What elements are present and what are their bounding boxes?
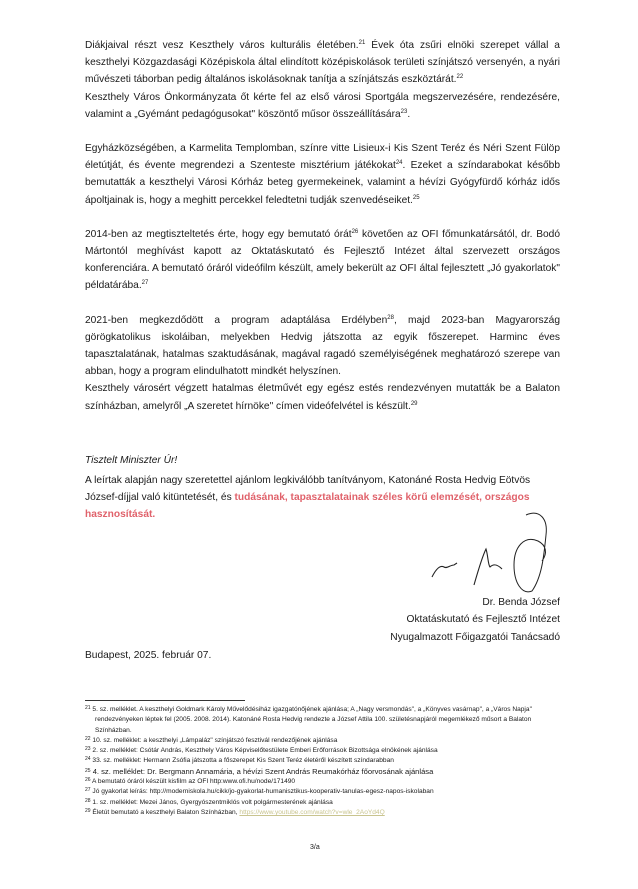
- signer-block: [390, 594, 560, 646]
- signer-title: Nyugalmazott Főigazgatói Tanácsadó: [390, 631, 560, 643]
- footnote-ref-23[interactable]: 23: [400, 108, 408, 115]
- body-section-1: [85, 37, 560, 415]
- footnote-ref-25[interactable]: 25: [412, 194, 420, 201]
- footnote-29: $^{29}$ Életút bemutató a keszthelyi Balaton Színházban, https://www.youtube.com/watch?v=wle_2AoYd4Q: [85, 807, 385, 816]
- footnote-26: $^{26}$ A bemutató óráról készült kisfilm az OFI http:www.ofi.hu/node/171490: [85, 777, 296, 786]
- paragraph-2014: 2014-ben az megtiszteltetés érte, hogy egy bemutató órát$^{26}$ követően az OFI főmunkatársától, dr. Bodó Mártontól meghívást kapott az Oktatáskutató és Fejlesztő Intézet által szervezett országos konferenciára. A bemutató óráról videófilm készült, amely bekerült az OFI által fejlesztett „Jó gyakorlatok" példatárába.$^{27}$: [85, 228, 560, 292]
- highlighted-text: tudásának, tapasztalatainak széles körű elemzését, országos hasznosítását.: [85, 492, 530, 521]
- paragraph-2021: 2021-ben megkezdődött a program adaptálása Erdélyben$^{28}$, majd 2023-ban Magyarország görögkatolikus iskoláiban, melyekben Hedvig játszotta az egyik főszerepet. Harminc éves tapasztalatának, hatalmas szaktudásának, magával ragadó személyiségének meghatározó szerepe van abban, hogy a program elindulhatott mindkét helyszínen.: [85, 314, 560, 378]
- signer-org: Oktatáskutató és Fejlesztő Intézet: [406, 614, 560, 626]
- footnote-ref-26[interactable]: 26: [351, 228, 359, 235]
- footnote-ref-21[interactable]: 21: [358, 40, 366, 46]
- footnote-27: $^{27}$ Jó gyakorlat leírás: http://moderniskola.hu/cikk/jo-gyakorlat-humanisztikus-kooperativ-tanulas-egesz-napos-iskolaban: [85, 787, 434, 796]
- footnote-ref-29[interactable]: 29: [410, 400, 418, 407]
- footnote-ref-24[interactable]: 24: [395, 160, 403, 167]
- footnote-22: $^{22}$ 10. sz. melléklet: a keszthelyi „Lámpaláz" színjátszó fesztivál rendezőjének ajánlása: [85, 735, 338, 744]
- footnote-ref-27[interactable]: 27: [141, 280, 149, 287]
- footnote-ref-22[interactable]: 22: [456, 74, 464, 81]
- footnote-separator: [85, 700, 245, 701]
- closing-paragraph: A leírtak alapján nagy szeretettel ajánlom legkiválóbb tanítványom, Katonáné Rosta Hedvig Eötvös József-díjjal való kitüntetését, és tudásának, tapasztalatainak széles körű elemzését, országos hasznosítását.: [85, 475, 531, 521]
- footnote-24: $^{24}$ 33. sz. melléklet: Hermann Zsófia játszotta a főszerepet Kis Szent Teréz életéről készített színdarabban: [85, 756, 394, 765]
- footnote-21: $^{21}$ 5. sz. melléklet. A keszthelyi Goldmark Károly Művelődésiház igazgatónőjének ajánlása; A „Nagy versmondás", a „Könyves vasárnap", a „Város Napja" rendezvényeken léptek fel (2005. 2008. 2014). Katonáné Rosta Hedvig rendezte a József Attila 100. születésnapjáról megemlékező műsort a Balaton Színházban.: [85, 705, 532, 734]
- place-date: Budapest, 2025. február 07.: [85, 650, 212, 661]
- signer-name: Dr. Benda József: [482, 597, 560, 608]
- salutation: Tisztelt Miniszter Úr!: [85, 455, 178, 466]
- footnote-25: $^{25}$ 4. sz. melléklet: Dr. Bergmann Annamária, a hévízi Szent András Reumakórház főorvosának ajánlása: [85, 766, 434, 776]
- footnote-23: $^{23}$ 2. sz. melléklet: Csótár András, Keszthely Város Képviselőtestülete Emberi Erőforrások Bizottsága elnökének ajánlása: [85, 746, 438, 755]
- footnote-ref-28[interactable]: 28: [387, 314, 394, 321]
- paragraph-cultural-life: Diákjaival részt vesz Keszthely város kulturális életében.$^{21}$ Évek óta zsűri elnöki szerepet vállal a keszthelyi Közgazdasági Középiskola által elindított középiskolások területi színjátszó versenyén, a nyári művészeti táborban pedig általános iskolásoknak tanítja a színjátszás eszköztárát.$^{22}$: [85, 40, 560, 86]
- footnote-28: $^{28}$ 1. sz. melléklet: Mezei János, Gyergyószentmiklós volt polgármesterének ajánlása: [85, 797, 333, 806]
- paragraph-lifework: Keszthely városért végzett hatalmas életművét egy egész estés rendezvényen mutatták be a Balaton színházban, amelyről „A szeretet hírnöke" címen videófelvétel is készült.$^{29}$: [85, 383, 560, 412]
- paragraph-sportgala: Keszthely Város Önkormányzata őt kérte fel az első városi Sportgála megszervezésére, rendezésére, valamint a „Gyémánt pedagógusokat" köszöntő műsor összeállítására$^{23}$.: [85, 91, 560, 120]
- signature: [430, 505, 560, 595]
- youtube-link[interactable]: https://www.youtube.com/watch?v=wle_2AoYd4Q: [239, 808, 385, 816]
- page-number: 3/a: [310, 844, 320, 851]
- paragraph-church: Egyházközségében, a Karmelita Templomban, színre vitte Lisieux-i Kis Szent Teréz és Néri Szent Fülöp életútját, és évente megrendezi a Szenteste misztérium játékokat$^{24}$. Ezeket a színdarabokat később bemutatták a keszthelyi Városi Kórház beteg gyermekeinek, valamint a hévízi Gyógyfürdő kórház idős ápoltjainak is, hogy a meghitt percekkel feledtetni tudják szenvedéseiket.$^{25}$: [85, 143, 561, 206]
- footnotes: [85, 705, 565, 818]
